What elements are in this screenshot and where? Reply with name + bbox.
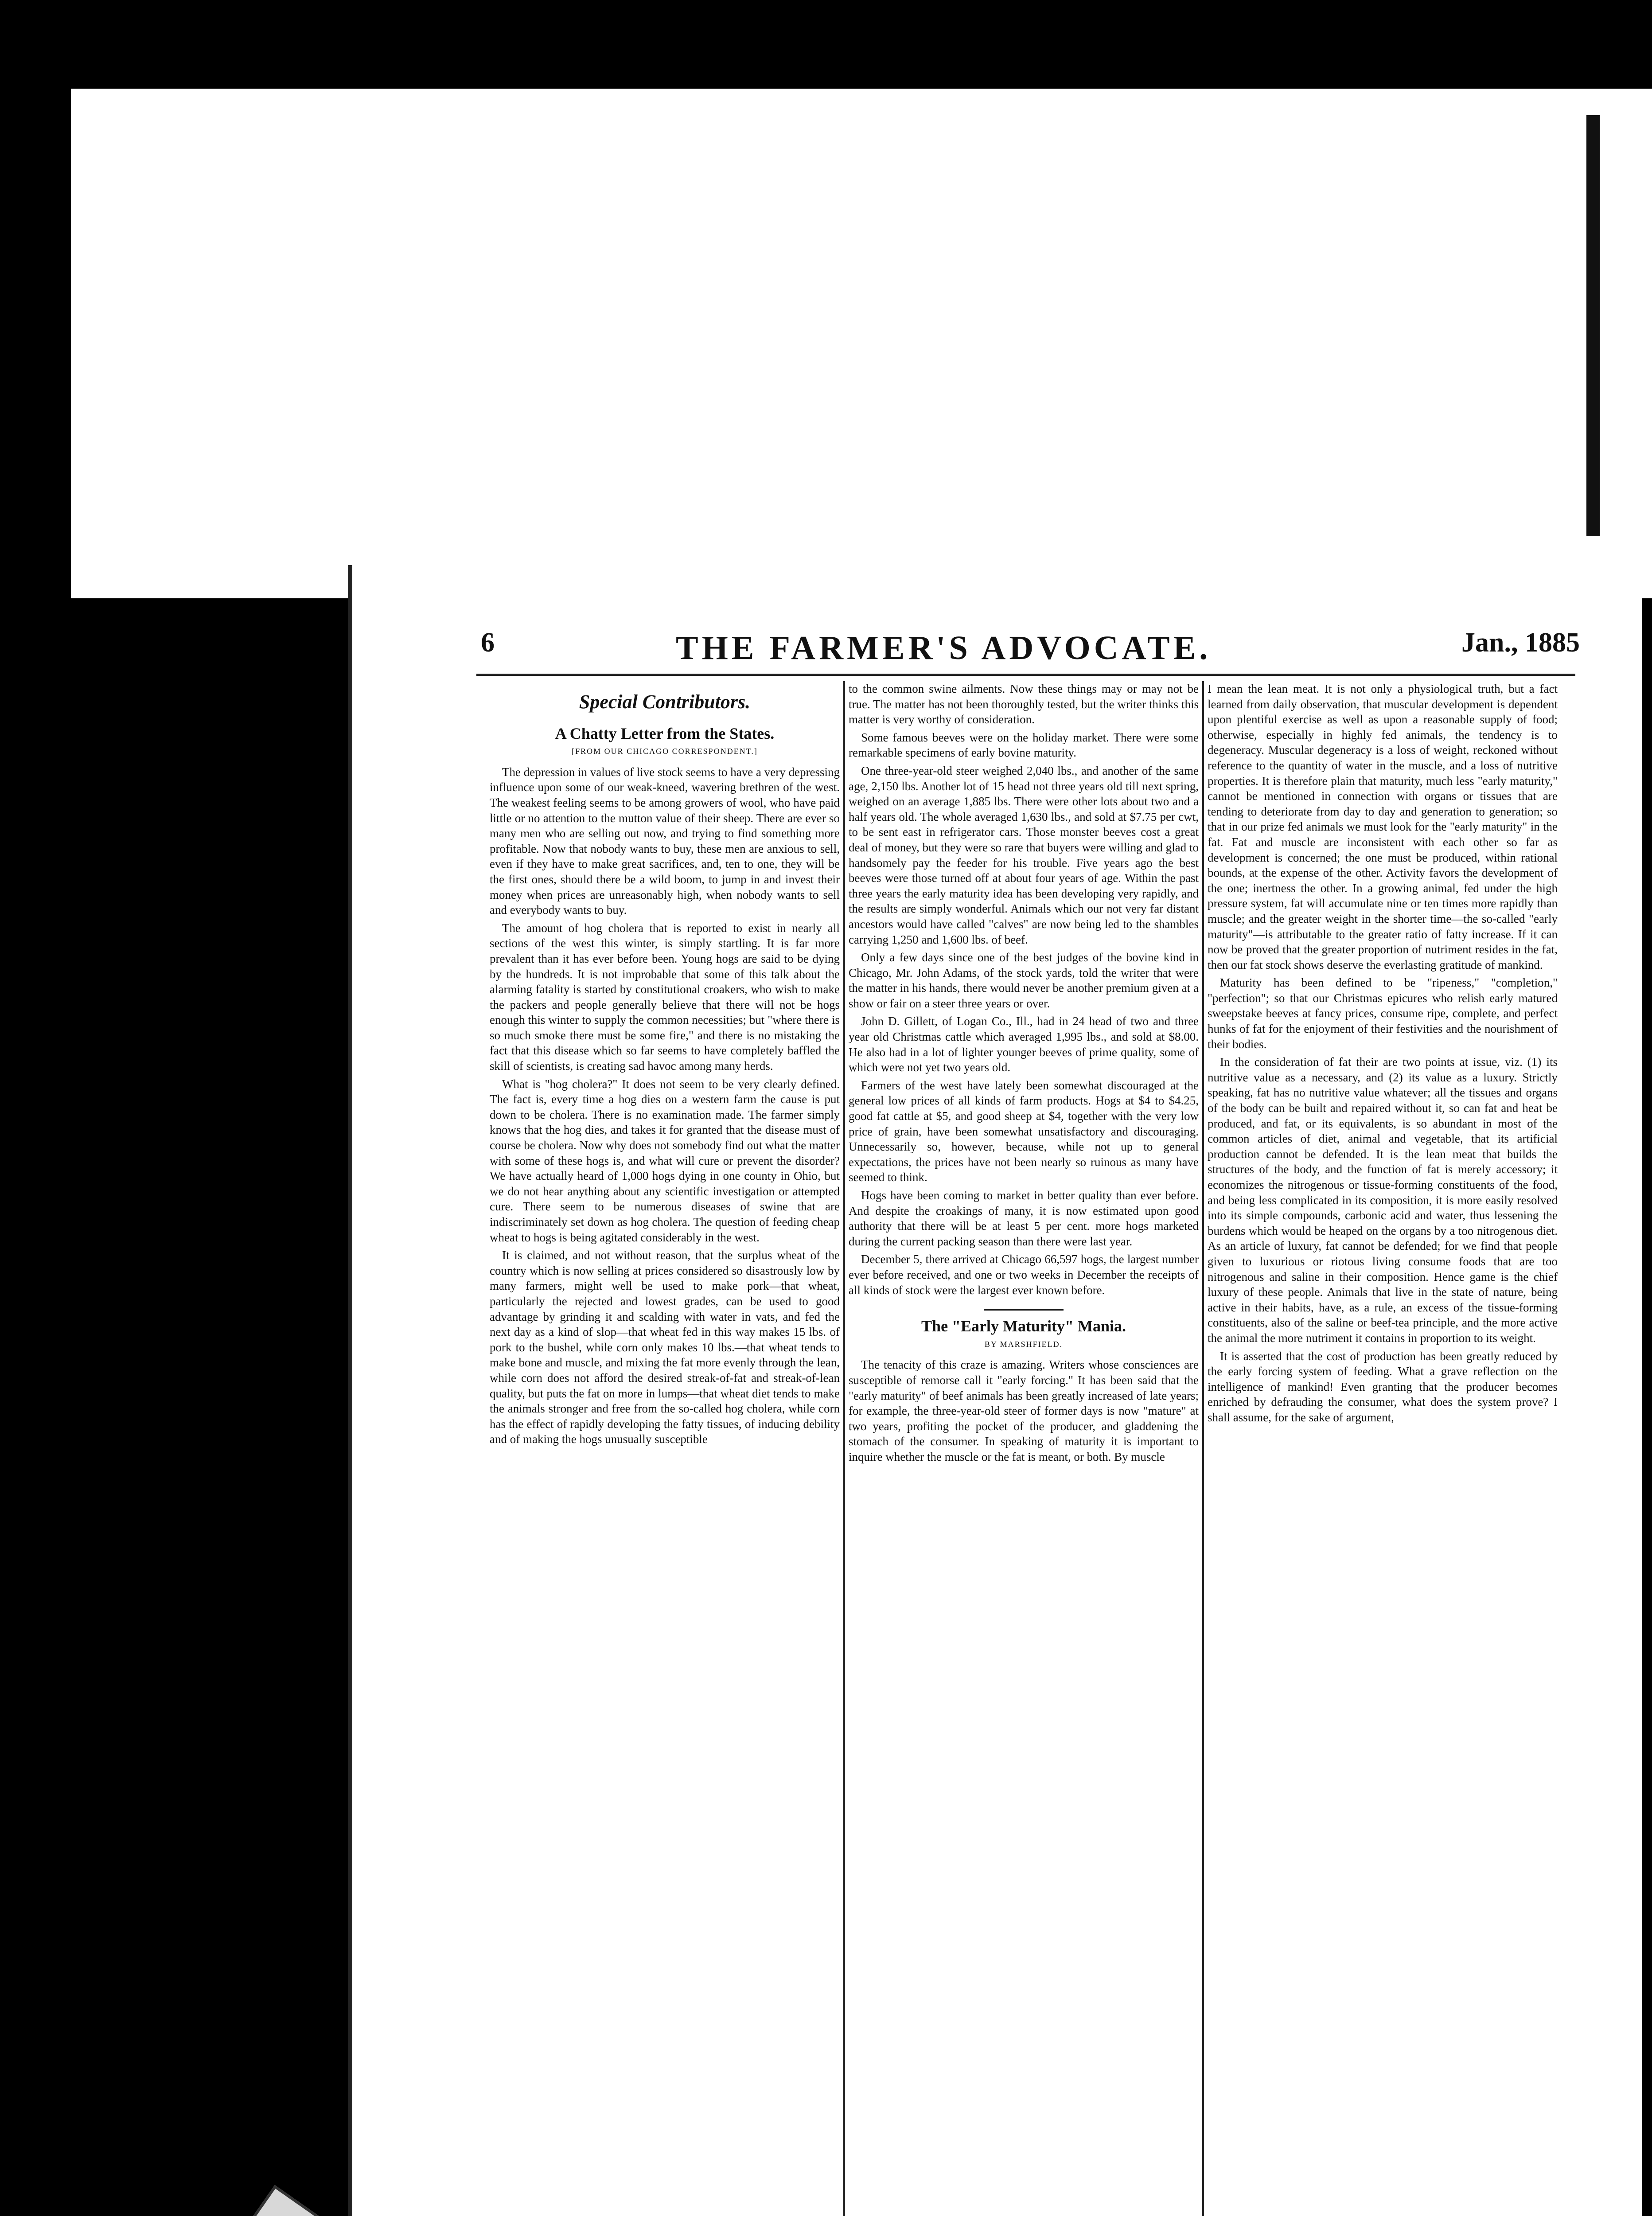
newspaper-page — [348, 565, 1642, 2216]
article-title: The "Early Maturity" Mania. — [921, 1317, 1126, 1335]
paragraph: John D. Gillett, of Logan Co., Ill., had in 24 head of two and three year old Christmas cattle which averaged 1,995 lbs., and sold at $8.00. He also had in a lot of lighter younger beeves of prime quality, some of which were not yet two years old. — [849, 1014, 1199, 1074]
paragraph: What is "hog cholera?" It does not seem to be very clearly defined. The fact is, every time a hog dies on a western farm the cause is put down to be cholera. There is no examination made. The farmer simply knows that the hog dies, and takes it for granted that the disease must of course be cholera. Now why does not somebody find out what the matter with some of these hogs is, and what will cure or prevent the disorder? We have actually heard of 1,000 hogs dying in one county in Ohio, but we do not hear anything about any scientific investigation or attempted cure. There seem to be numerous diseases of swine that are indiscriminately set down as hog cholera. The question of feeding cheap wheat to hogs is being agitated considerably in the west. — [490, 1077, 840, 1244]
paragraph: One three-year-old steer weighed 2,040 lbs., and another of the same age, 2,150 lbs. Another lot of 15 head not three years old till next spring, weighed on an average 1,885 lbs. There were other lots about two and a half years old. The whole averaged 1,630 lbs., and sold at $7.75 per cwt, to be sent east in refrigerator cars. Those monster beeves cost a great deal of money, but they were so rare that buyers were willing and glad to handsomely pay the feeder for his trouble. Five years ago the best beeves were those turned off at about four years of age. Within the past three years the early maturity idea has been developing very rapidly, and the results are simply wonderful. Animals which our not very far distant ancestors would have called "calves" are now being led to the shambles carrying 1,250 and 1,600 lbs. of beef. — [849, 764, 1199, 946]
newspaper-title: THE FARMER'S ADVOCATE. — [676, 629, 1212, 667]
paragraph: The tenacity of this craze is amazing. Writers whose consciences are susceptible of remorse call it "early forcing." It has been said that the "early maturity" of beef animals has been greatly increased of late years; for example, the three-year-old steer of former days is now "mature" at two years, profiting the pocket of the producer, and gladdening the stomach of the consumer. In speaking of maturity it is important to inquire whether the muscle or the fat is meant, or both. By muscle — [849, 1358, 1199, 1463]
article-byline: [FROM OUR CHICAGO CORRESPONDENT.] — [572, 747, 758, 756]
header-rule — [476, 674, 1575, 676]
paragraph: The depression in values of live stock seems to have a very depressing influence upon some of our weak-kneed, wavering brethren of the west. The weakest feeling seems to be among growers of wool, who have paid little or no attention to the mutton value of their sheep. There are ever so many men who are selling out now, and trying to find something more profitable. Now that nobody wants to buy, these men are anxious to sell, even if they have to make great sacrifices, and, ten to one, they will be the first ones, should there be a wild boom, to jump in and invest their money when prices are unreasonably high, when nobody wants to sell and everybody wants to buy. — [490, 765, 840, 917]
paragraph: It is asserted that the cost of production has been greatly reduced by the early forcing system of feeding. What a grave reflection on the intelligence of mankind! Even granting that the producer becomes enriched by defrauding the consumer, what does the system prove? I shall assume, for the sake of argument, — [1208, 1349, 1558, 1424]
column-divider — [1202, 681, 1204, 2216]
pen-object — [0, 2185, 326, 2216]
paragraph: Only a few days since one of the best judges of the bovine kind in Chicago, Mr. John Adams, of the stock yards, told the writer that were the matter in his hands, there would never be another premium given at a show or fair on a steer three years or over. — [849, 951, 1199, 1010]
page-header — [481, 627, 1633, 676]
article-byline: BY MARSHFIELD. — [984, 1339, 1063, 1349]
article-title: A Chatty Letter from the States. — [555, 724, 775, 742]
department-heading: Special Contributors. — [579, 691, 751, 713]
paragraph: December 5, there arrived at Chicago 66,597 hogs, the largest number ever before received, and one or two weeks in December the receipts of all kinds of stock were the largest ever known before. — [849, 1252, 1199, 1297]
section-divider — [984, 1309, 1064, 1311]
page-number: 6 — [481, 628, 495, 658]
column-2 — [849, 681, 1199, 2216]
column-3 — [1208, 681, 1558, 2216]
paragraph: In the consideration of fat their are two points at issue, viz. (1) its nutritive value as a necessary, and (2) its value as a luxury. Strictly speaking, fat has no nutritive value whatever; all the tissues and organs of the body can be built and repaired without it, so can fat and heat be produced, and fat, or its equivalents, is so abundant in most of the common articles of diet, animal and vegetable, that its artificial production cannot be defended. It is the lean meat that builds the structures of the body, and the function of fat is merely accessory; it economizes the nitrogenous or tissue-forming constituents of the food, and being less complicated in its composition, it is more easily resolved into its simple compounds, carbonic acid and water, thus lessening the burdens which would be heaped on the organs by a too nitrogenous diet. As an article of luxury, fat cannot be defended; for we find that people given to luxurious or riotous living consume foods that are too nitrogenous and saline in their composition. Hence game is the chief luxury of these people. Animals that live in the state of nature, being active in their habits, have, as a rule, an excess of the tissue-forming constituents, also of the saline or beef-tea principle, and the more active the animal the more nutriment it contains in proportion to its weight. — [1208, 1055, 1558, 1345]
column-1 — [490, 681, 840, 2216]
page-edge-shadow — [1586, 115, 1600, 536]
paragraph: The amount of hog cholera that is reported to exist in nearly all sections of the west this winter, is simply startling. It is far more prevalent than it has ever before been. Young hogs are said to be dying by the hundreds. It is not improbable that some of this talk about the alarming fatality is started by constitutional croakers, who wish to make the packers and people generally believe that there will not be hogs enough this winter to supply the common necessities; but "where there is so much smoke there must be some fire," and there is no mistaking the fact that this disease which so far seems to have completely baffled the skill of scientists, is creating sad havoc among many herds. — [490, 921, 840, 1073]
background-sheet — [71, 89, 1652, 598]
paragraph: Hogs have been coming to market in better quality than ever before. And despite the croakings of many, it is now estimated upon good authority that there will be at least 5 per cent. more hogs marketed during the current packing season than there were last year. — [849, 1189, 1199, 1248]
paragraph: It is claimed, and not without reason, that the surplus wheat of the country which is now selling at prices considered so disastrously low by many farmers, might well be used to make pork—that wheat, particularly the rejected and lowest grades, can be used to good advantage by grinding it and scalding with water in vats, and fed the next day as a kind of slop—that wheat fed in this way makes 15 lbs. of pork to the bushel, while corn only makes 10 lbs.—that wheat tends to make bone and muscle, and mixing the fat more evenly through the lean, while corn does not afford the desired streak-of-fat and streak-of-lean quality, but puts the fat on more in lumps—that wheat diet tends to make the animals stronger and free from the so-called hog cholera, while corn has the effect of rapidly developing the fatty tissues, of inducing debility and of making the hogs unusually susceptible — [490, 1248, 840, 1446]
issue-date: Jan., 1885 — [1461, 628, 1580, 658]
column-divider — [843, 681, 845, 2216]
paragraph: to the common swine ailments. Now these things may or may not be true. The matter has not been thoroughly tested, but the writer thinks this matter is very worthy of consideration. — [849, 682, 1199, 726]
paragraph: Farmers of the west have lately been somewhat discouraged at the general low prices of all kinds of farm products. Hogs at $4 to $4.25, good fat cattle at $5, and good sheep at $4, together with the very low price of grain, have been somewhat unsatisfactory and discouraging. Unnecessarily so, however, because, while not up to general expectations, the prices have not been nearly so ruinous as many have seemed to think. — [849, 1078, 1199, 1184]
paragraph: Some famous beeves were on the holiday market. There were some remarkable specimens of early bovine maturity. — [849, 730, 1199, 760]
paragraph: I mean the lean meat. It is not only a physiological truth, but a fact learned from daily observation, that muscular development is dependent upon plentiful exercise as well as upon a reasonable supply of food; otherwise, especially in highly fed animals, the tendency is to degeneracy. Muscular degeneracy is a loss of weight, reckoned without reference to the quantity of water in the muscle, and a loss of nutritive properties. It is therefore plain that maturity, much less "early maturity," cannot be mentioned in connection with organs or tissues that are tending to deteriorate from day to day and generation to generation; so that in our prize fed animals we must look for the "early maturity" in the fat. Fat and muscle are inconsistent with each other so far as development is concerned; the one must be produced, within rational bounds, at the expense of the other. Activity favors the development of the one; inertness the other. In a growing animal, fed under the high pressure system, fat will accumulate nine or ten times more rapidly than muscle; and the greater weight in the shorter time—the so-called "early maturity"—is attributable to the greater ratio of fatty increase. If it can now be proved that the greater proportion of nutriment resides in the fat, then our fat stock shows deserve the everlasting gratitude of mankind. — [1208, 682, 1558, 971]
paragraph: Maturity has been defined to be "ripeness," "completion," "perfection"; so that our Christmas epicures who relish early matured sweepstake beeves at fancy prices, consume ripe, complete, and perfect hunks of fat for the enjoyment of their festivities and the nourishment of their bodies. — [1208, 976, 1558, 1051]
